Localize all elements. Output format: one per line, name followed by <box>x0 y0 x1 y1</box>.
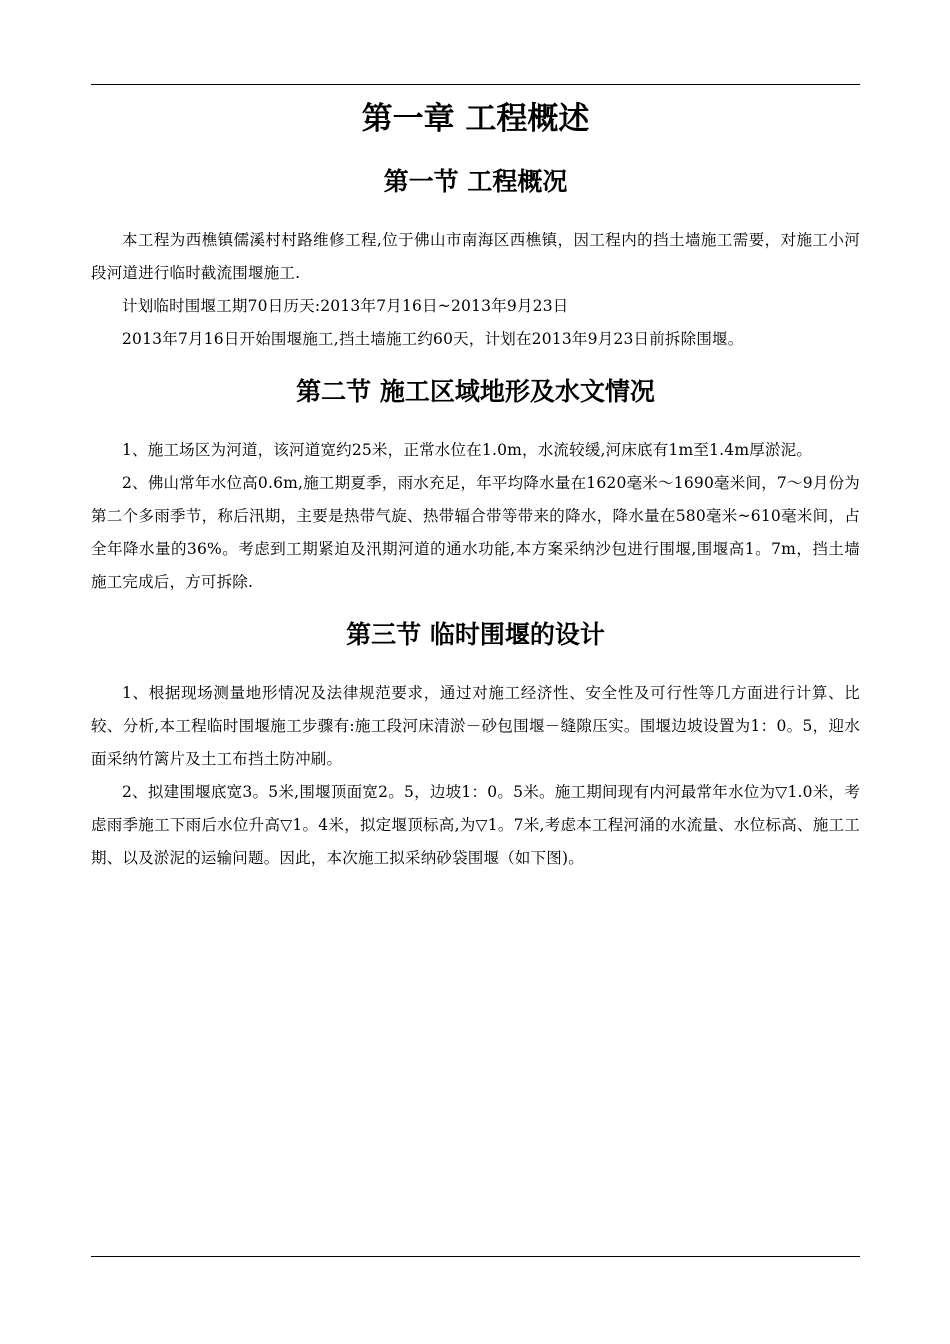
paragraph: 2、佛山常年水位高0.6m,施工期夏季，雨水充足，年平均降水量在1620毫米～1690毫米间，7～9月份为第二个多雨季节，称后汛期，主要是热带气旋、热带辐合带等带来的降水，降水量在580毫米~610毫米间，占全年降水量的36%。考虑到工期紧迫及汛期河道的通水功能,本方案采纳沙包进行围堰,围堰高1。7m，挡土墙施工完成后，方可拆除. <box>91 474 860 591</box>
paragraph: 2013年7月16日开始围堰施工,挡土墙施工约60天，计划在2013年9月23日前拆除围堰。 <box>122 330 744 348</box>
paragraph: 1、施工场区为河道，该河道宽约25米，正常水位在1.0m，水流较缓,河床底有1m至1.4m厚淤泥。 <box>122 441 813 459</box>
section-title-1: 第一节 工程概况 <box>383 167 568 196</box>
paragraph: 计划临时围堰工期70日历天:2013年7月16日~2013年9月23日 <box>122 297 569 315</box>
paragraph: 2、拟建围堰底宽3。5米,围堰顶面宽2。5，边坡1：0。5米。施工期间现有内河最常年水位为▽1.0米，考虑雨季施工下雨后水位升高▽1。4米，拟定堰顶标高,为▽1。7米,考虑本工程河涌的水流量、水位标高、施工工期、以及淤泥的运输问题。因此，本次施工拟采纳砂袋围堰（如下图)。 <box>91 783 860 867</box>
section-title-2: 第二节 施工区域地形及水文情况 <box>296 377 655 406</box>
document-body <box>91 96 860 875</box>
header-rule <box>91 84 860 85</box>
paragraph: 1、根据现场测量地形情况及法律规范要求，通过对施工经济性、安全性及可行性等几方面进行计算、比较、分析,本工程临时围堰施工步骤有:施工段河床清淤－砂包围堰－缝隙压实。围堰边坡设置为1：0。5，迎水面采纳竹篱片及土工布挡土防冲刷。 <box>91 684 860 768</box>
paragraph: 本工程为西樵镇儒溪村村路维修工程,位于佛山市南海区西樵镇，因工程内的挡土墙施工需要，对施工小河段河道进行临时截流围堰施工. <box>91 231 860 282</box>
footer-rule <box>91 1256 860 1257</box>
section-title-3: 第三节 临时围堰的设计 <box>346 620 605 649</box>
chapter-title: 第一章 工程概述 <box>361 101 590 137</box>
